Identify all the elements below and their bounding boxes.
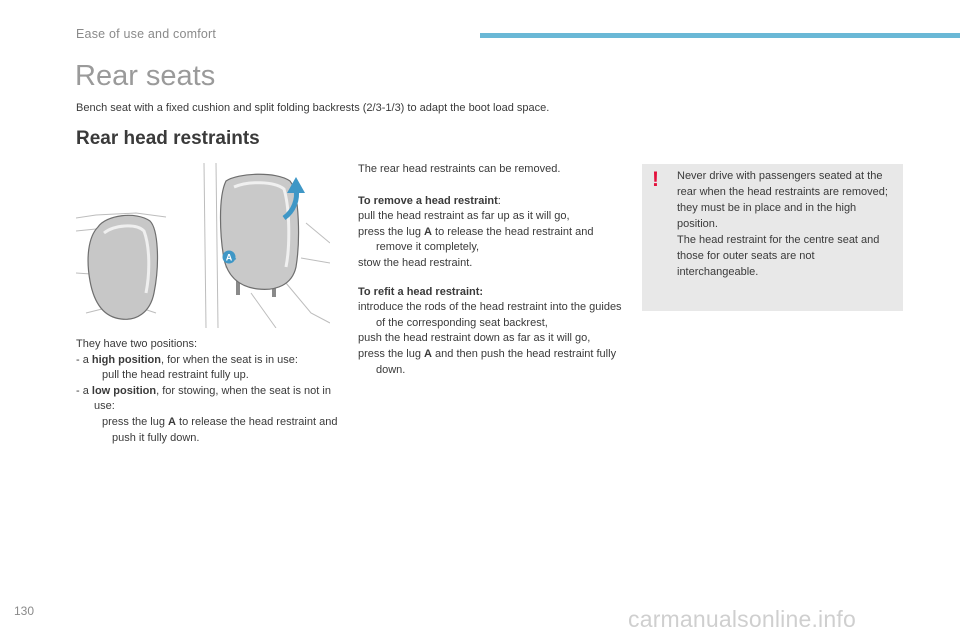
left-head-restraint bbox=[88, 215, 157, 319]
removal-intro: The rear head restraints can be removed. bbox=[358, 163, 561, 175]
refit-title: To refit a head restraint: bbox=[358, 285, 484, 298]
removal-block bbox=[358, 162, 622, 378]
refit-step-3: press the lug A and then push the head restraint fully down. bbox=[358, 347, 617, 376]
remove-step-1: pull the head restraint as far up as it will go, bbox=[358, 210, 570, 223]
watermark: carmanualsonline.info bbox=[628, 606, 856, 632]
positions-intro: They have two positions: bbox=[76, 338, 198, 350]
head-restraint-illustration bbox=[76, 163, 330, 328]
page-number: 130 bbox=[14, 604, 35, 618]
header-accent-bar bbox=[480, 33, 960, 38]
list-item-high-position: - a high position, for when the seat is in use: bbox=[76, 353, 298, 366]
high-position-label: high position bbox=[91, 353, 161, 366]
intro-text: Bench seat with a fixed cushion and split folding backrests (2/3-1/3) to adapt the boot load space. bbox=[76, 102, 550, 114]
warning-paragraph-2: The head restraint for the centre seat and those for outer seats are not interchangeable. bbox=[677, 234, 880, 278]
list-item-high-step: pull the head restraint fully up. bbox=[102, 369, 249, 382]
refit-step-2: push the head restraint down as far as it will go, bbox=[358, 332, 591, 345]
positions-block bbox=[76, 337, 338, 446]
page-title: Rear seats bbox=[75, 60, 216, 92]
list-item-low-step: press the lug A to release the head restraint and push it fully down. bbox=[102, 415, 338, 444]
list-item-low-position: - a low position, for stowing, when the seat is not in use: bbox=[76, 384, 331, 413]
remove-step-2: press the lug A to release the head restraint and remove it completely, bbox=[358, 225, 594, 254]
remove-step-3: stow the head restraint. bbox=[358, 256, 473, 269]
section-title: Rear head restraints bbox=[76, 128, 260, 149]
refit-step-1: introduce the rods of the head restraint into the guides of the corresponding seat backrest, bbox=[358, 301, 622, 329]
dash-glyph: - bbox=[76, 384, 80, 397]
remove-title: To remove a head restraint: bbox=[358, 194, 501, 207]
low-position-label: low position bbox=[91, 384, 157, 397]
warning-icon: ! bbox=[652, 168, 659, 191]
lug-a-label: A bbox=[225, 252, 233, 263]
warning-text bbox=[677, 168, 897, 280]
warning-paragraph-1: Never drive with passengers seated at the rear when the head restraints are removed; they must be in place and in the high position. bbox=[677, 170, 888, 230]
dash-glyph: - bbox=[76, 353, 80, 366]
section-header: Ease of use and comfort bbox=[76, 27, 217, 41]
